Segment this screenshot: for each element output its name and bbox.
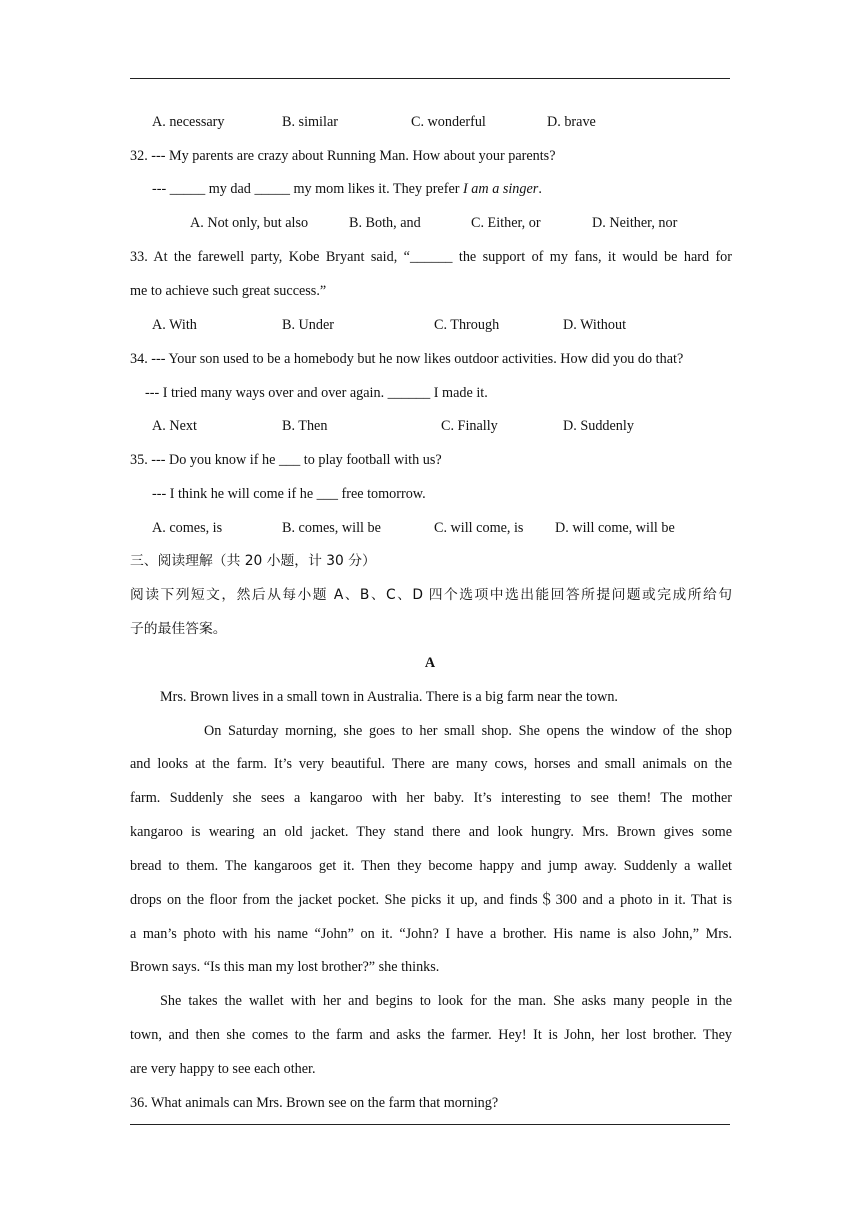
paragraph-line: Brown says. “Is this man my lost brother?” she thinks. bbox=[130, 959, 440, 975]
paragraph-line: drops on the floor from the jacket pocket. She picks it up, and finds＄300 and a photo in it. That is bbox=[130, 892, 732, 908]
passage-title: A bbox=[424, 655, 436, 671]
q32-option-c: C. Either, or bbox=[471, 215, 541, 231]
q33-prompt-line2: me to achieve such great success.” bbox=[130, 283, 327, 299]
q34-option-c: C. Finally bbox=[441, 418, 498, 434]
top-rule bbox=[130, 78, 730, 79]
q32-reply-end: . bbox=[538, 181, 542, 197]
paragraph-line: kangaroo is wearing an old jacket. They stand there and look hungry. Mrs. Brown gives some bbox=[130, 824, 732, 840]
q31-option-d: D. brave bbox=[547, 114, 596, 130]
q31-option-b: B. similar bbox=[282, 114, 338, 130]
q31-option-a: A. necessary bbox=[152, 114, 225, 130]
paragraph-line: farm. Suddenly she sees a kangaroo with her baby. It’s interesting to see them! The mother bbox=[130, 790, 732, 806]
q33-option-d: D. Without bbox=[563, 317, 627, 333]
q35-reply: --- I think he will come if he ___ free tomorrow. bbox=[152, 486, 426, 502]
q33-option-c: C. Through bbox=[434, 317, 500, 333]
q35-option-b: B. comes, will be bbox=[282, 520, 381, 536]
q32-prompt: 32. --- My parents are crazy about Running Man. How about your parents? bbox=[130, 148, 556, 164]
q32-reply-text: --- _____ my dad _____ my mom likes it. They prefer bbox=[152, 181, 464, 197]
q32-reply bbox=[152, 179, 542, 199]
q32-option-a: A. Not only, but also bbox=[190, 215, 309, 231]
paragraph-line: a man’s photo with his name “John” on it. “John? I have a brother. His name is also John,” Mrs. bbox=[130, 926, 732, 942]
q32-reply-italic: I am a singer bbox=[463, 181, 539, 197]
bottom-rule bbox=[130, 1124, 730, 1125]
section-instruction-line1: 阅读下列短文，然后从每小题 A、B、C、D 四个选项中选出能回答所提问题或完成所给句 bbox=[130, 587, 732, 603]
q34-prompt: 34. --- Your son used to be a homebody but he now likes outdoor activities. How did you do that? bbox=[130, 351, 684, 367]
paragraph-line: and looks at the farm. It’s very beautiful. There are many cows, horses and small animals on the bbox=[130, 756, 732, 772]
passage-paragraph-1: Mrs. Brown lives in a small town in Australia. There is a big farm near the town. bbox=[160, 689, 618, 705]
q35-option-d: D. will come, will be bbox=[555, 520, 675, 536]
q31-option-c: C. wonderful bbox=[411, 114, 486, 130]
paragraph-line: bread to them. The kangaroos get it. Then they become happy and jump away. Suddenly a wallet bbox=[130, 858, 732, 874]
q34-option-a: A. Next bbox=[152, 418, 197, 434]
paragraph-line: town, and then she comes to the farm and asks the farmer. Hey! It is John, her lost brother. They bbox=[130, 1027, 732, 1043]
section-instruction-line2: 子的最佳答案。 bbox=[130, 621, 227, 637]
q33-option-a: A. With bbox=[152, 317, 197, 333]
paragraph-line: are very happy to see each other. bbox=[130, 1061, 316, 1077]
q36-prompt: 36. What animals can Mrs. Brown see on the farm that morning? bbox=[130, 1095, 499, 1111]
q35-option-c: C. will come, is bbox=[434, 520, 524, 536]
q35-option-a: A. comes, is bbox=[152, 520, 223, 536]
section-heading: 三、阅读理解（共 20 小题，计 30 分） bbox=[130, 553, 376, 569]
q33-option-b: B. Under bbox=[282, 317, 335, 333]
q34-reply: --- I tried many ways over and over again. ______ I made it. bbox=[145, 385, 488, 401]
q35-prompt: 35. --- Do you know if he ___ to play football with us? bbox=[130, 452, 442, 468]
paragraph-line: She takes the wallet with her and begins to look for the man. She asks many people in the bbox=[160, 993, 732, 1009]
paragraph-line: On Saturday morning, she goes to her small shop. She opens the window of the shop bbox=[204, 723, 732, 739]
q34-option-d: D. Suddenly bbox=[563, 418, 634, 434]
q34-option-b: B. Then bbox=[282, 418, 328, 434]
q32-option-b: B. Both, and bbox=[349, 215, 421, 231]
q32-option-d: D. Neither, nor bbox=[592, 215, 678, 231]
q33-prompt-line1: 33. At the farewell party, Kobe Bryant said, “______ the support of my fans, it would be hard for bbox=[130, 249, 732, 265]
